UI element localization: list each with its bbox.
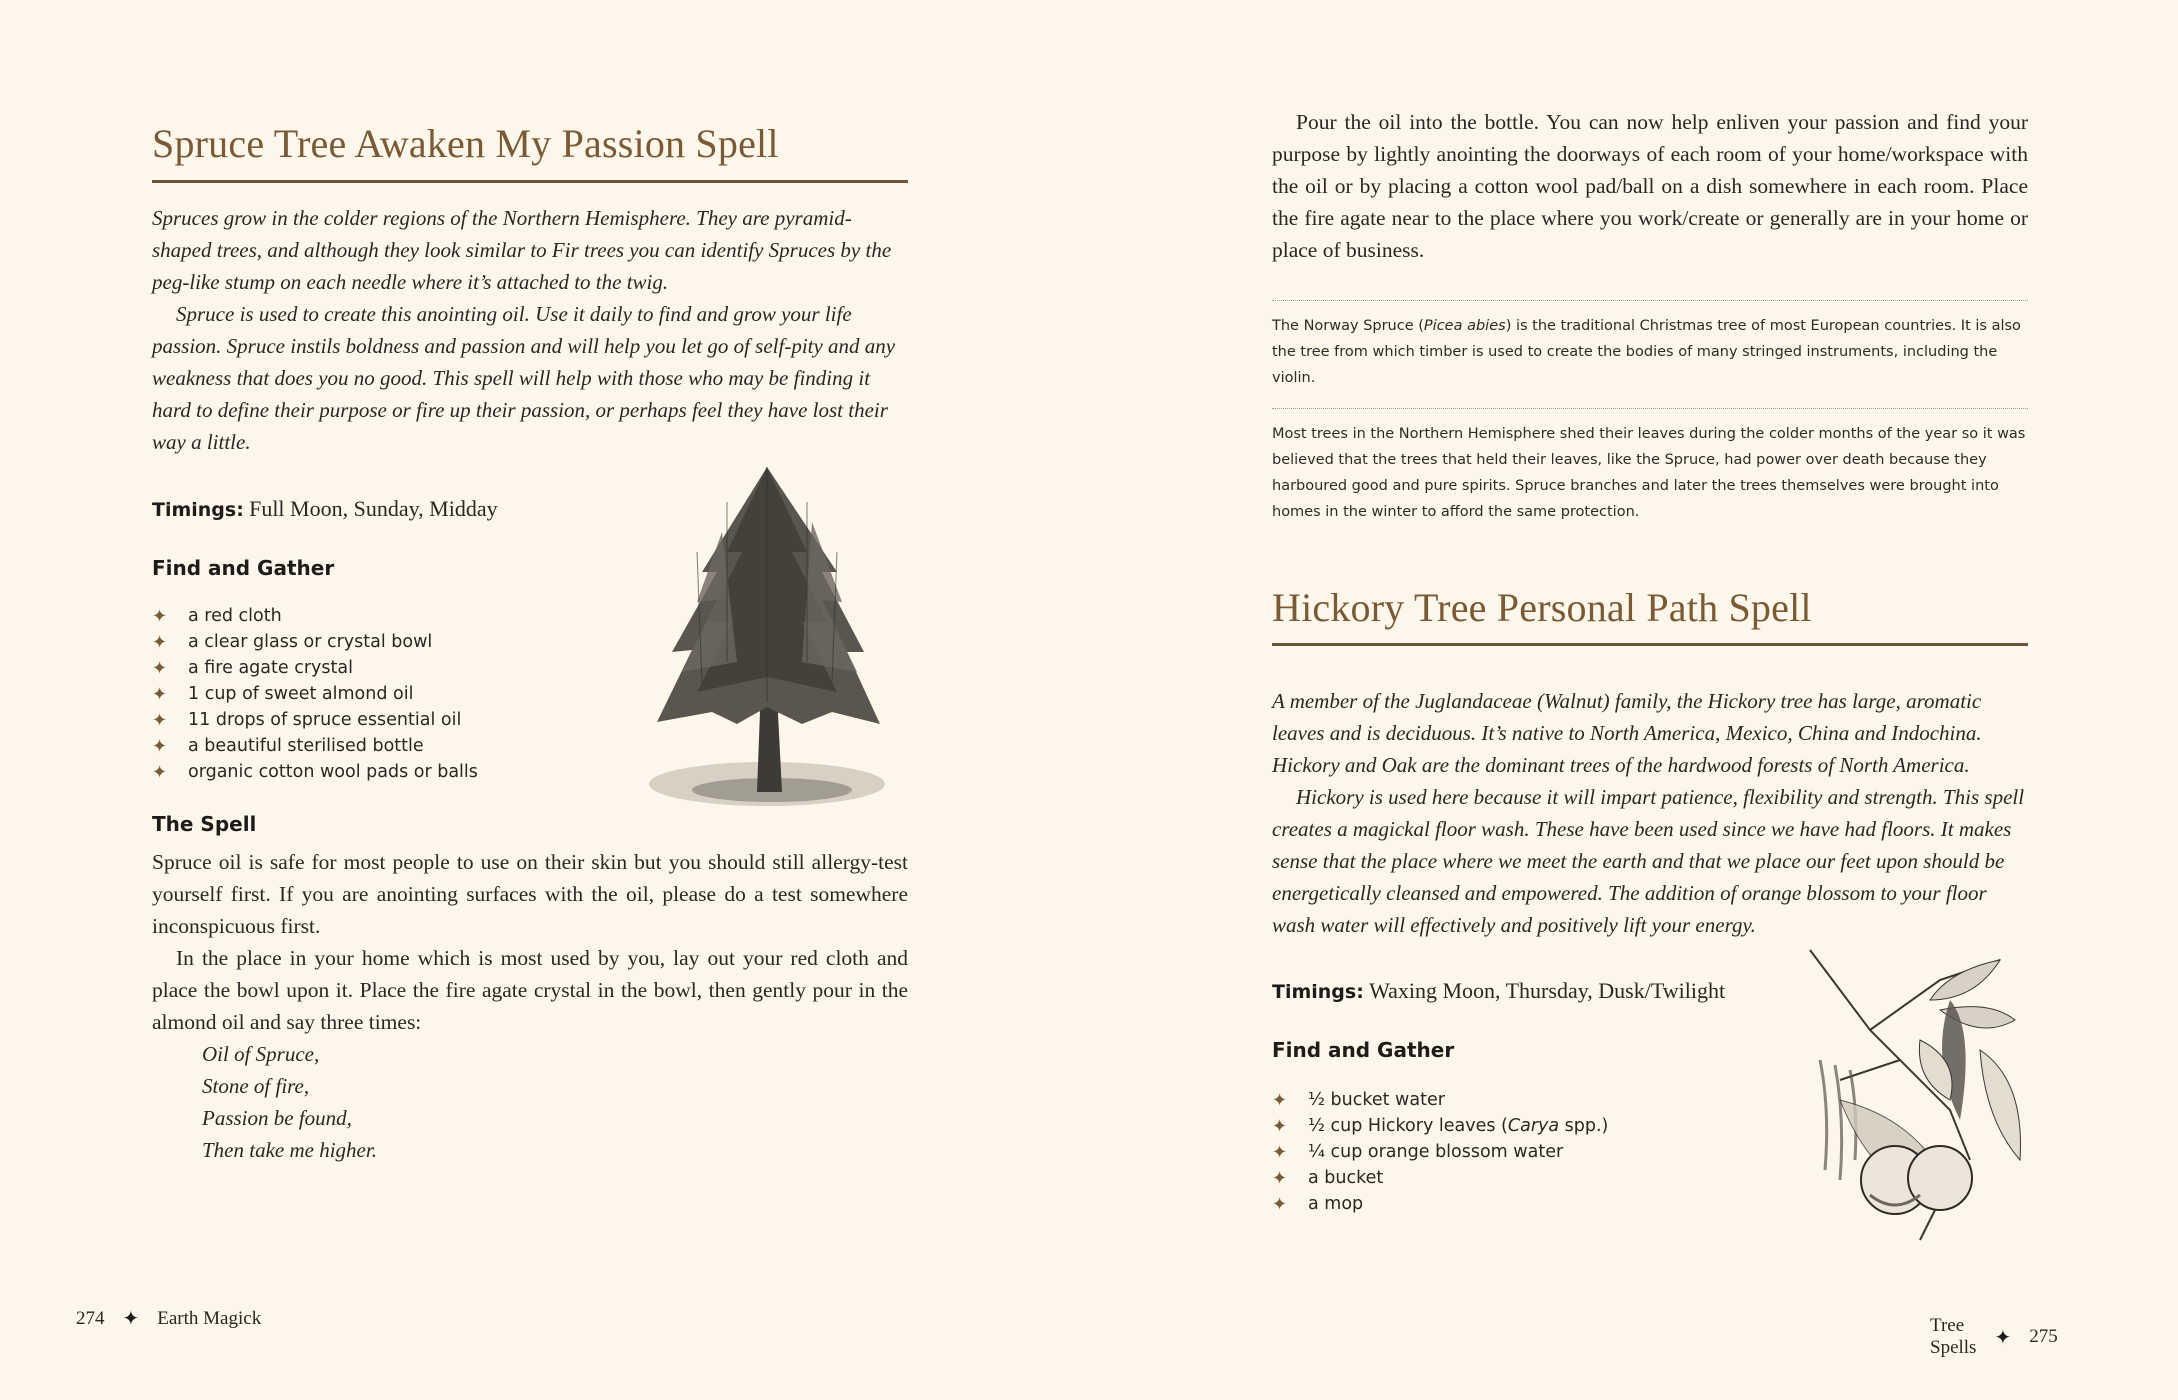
dotted-divider bbox=[1272, 408, 2028, 409]
intro-paragraph: Spruces grow in the colder regions of the Northern Hemisphere. They are pyramid-shaped trees, and although they look similar to Fir trees you can identify Spruces by the peg-like stump on each needle where it’s attached to the twig. bbox=[152, 206, 892, 294]
intro-paragraph: Spruce is used to create this anointing oil. Use it daily to find and grow your life passion. Spruce instils boldness and passion and will help you let go of self-pity and any weakness that does you no good. This spell will help with those who may be finding it hard to define their purpose or fire up their passion, or perhaps feel they have lost their way a little. bbox=[152, 302, 896, 454]
list-item: ✦ a fire agate crystal bbox=[152, 657, 353, 679]
list-item: ✦ a beautiful sterilised bottle bbox=[152, 735, 424, 757]
title-rule bbox=[152, 180, 908, 183]
list-item: ✦ a bucket bbox=[1272, 1167, 1384, 1189]
intro-paragraph: A member of the Juglandaceae (Walnut) family, the Hickory tree has large, aromatic leaves and is deciduous. It’s native to North America, Mexico, China and Indochina. Hickory and Oak are the dominant trees of the hardwood forests of North America. bbox=[1272, 689, 1982, 777]
star-bullet-icon: ✦ bbox=[1272, 1167, 1288, 1189]
fact-note: The Norway Spruce (Picea abies) is the traditional Christmas tree of most European countries. It is also the tree from which timber is used to create the bodies of many stringed instruments, including the violin. bbox=[1272, 318, 2021, 386]
spell-paragraph: Spruce oil is safe for most people to use on their skin but you should still allergy-test yourself first. If you are anointing surfaces with the oil, please do a test somewhere inconspicuous first. bbox=[152, 850, 908, 938]
page-number: 275 bbox=[2029, 1326, 2058, 1347]
chant-line: Passion be found, bbox=[202, 1106, 352, 1130]
star-bullet-icon: ✦ bbox=[152, 761, 168, 783]
star-bullet-icon: ✦ bbox=[152, 735, 168, 757]
timings-value: Waxing Moon, Thursday, Dusk/Twilight bbox=[1369, 978, 1726, 1003]
title-rule bbox=[1272, 643, 2028, 646]
four-point-star-icon: ✦ bbox=[122, 1308, 140, 1330]
spruce-timings bbox=[152, 494, 498, 525]
spell-paragraph: In the place in your home which is most used by you, lay out your red cloth and place the bowl upon it. Place the fire agate crystal in the bowl, then gently pour in the almond oil and say three times: bbox=[152, 946, 908, 1034]
the-spell-heading: The Spell bbox=[152, 812, 257, 836]
star-bullet-icon: ✦ bbox=[152, 657, 168, 679]
star-bullet-icon: ✦ bbox=[152, 631, 168, 653]
list-item: ✦ 1 cup of sweet almond oil bbox=[152, 683, 414, 705]
spruce-tree-illustration bbox=[642, 462, 892, 814]
hickory-spell-title: Hickory Tree Personal Path Spell bbox=[1272, 585, 1812, 630]
chant-line: Stone of fire, bbox=[202, 1074, 310, 1098]
list-item: ✦ organic cotton wool pads or balls bbox=[152, 761, 478, 783]
star-bullet-icon: ✦ bbox=[152, 605, 168, 627]
spruce-intro bbox=[152, 202, 908, 458]
hickory-ingredients-list bbox=[1272, 1087, 1608, 1217]
timings-value: Full Moon, Sunday, Midday bbox=[249, 496, 498, 521]
spruce-spell-title: Spruce Tree Awaken My Passion Spell bbox=[152, 121, 779, 166]
list-item: ✦ ½ cup Hickory leaves (Carya spp.) bbox=[1272, 1115, 1609, 1137]
list-item: ✦ a clear glass or crystal bowl bbox=[152, 631, 433, 653]
list-item: ✦ a mop bbox=[1272, 1193, 1364, 1215]
left-footer bbox=[76, 1306, 261, 1331]
chant-line: Then take me higher. bbox=[202, 1138, 377, 1162]
find-gather-heading: Find and Gather bbox=[1272, 1038, 1455, 1062]
intro-paragraph: Hickory is used here because it will impart patience, flexibility and strength. This spell creates a magickal floor wash. These have been used since we have had floors. It makes sense that the place where we meet the earth and that we place our feet upon should be energetically cleansed and empowered. The addition of orange blossom to your floor wash water will effectively and positively lift your energy. bbox=[1272, 785, 2025, 937]
spruce-ingredients-list bbox=[152, 603, 478, 785]
right-footer bbox=[1930, 1315, 2058, 1359]
star-bullet-icon: ✦ bbox=[1272, 1141, 1288, 1163]
hickory-intro bbox=[1272, 685, 2028, 941]
spell-instructions bbox=[152, 846, 908, 1166]
timings-label: Timings: bbox=[1272, 981, 1364, 1003]
star-bullet-icon: ✦ bbox=[152, 709, 168, 731]
four-point-star-icon: ✦ bbox=[1994, 1326, 2012, 1349]
fact-note: Most trees in the Northern Hemisphere shed their leaves during the colder months of the year so it was believed that the trees that held their leaves, like the Spruce, had power over death because they harboured good and pure spirits. Spruce branches and later the trees themselves were brought into homes in the winter to afford the same protection. bbox=[1272, 426, 2026, 520]
list-item: ✦ ¼ cup orange blossom water bbox=[1272, 1141, 1564, 1163]
running-section-title: Earth Magick bbox=[157, 1307, 262, 1329]
timings-label: Timings: bbox=[152, 499, 244, 521]
hickory-timings bbox=[1272, 976, 1725, 1007]
dotted-divider bbox=[1272, 300, 2028, 301]
hickory-branch-illustration bbox=[1800, 940, 2030, 1250]
star-bullet-icon: ✦ bbox=[1272, 1193, 1288, 1215]
list-item: ✦ ½ bucket water bbox=[1272, 1089, 1445, 1111]
continuation-paragraph: Pour the oil into the bottle. You can now help enliven your passion and find your purpose by lightly anointing the doorways of each room of your home/workspace with the oil or by placing a cotton wool pad/ball on a dish somewhere in each room. Place the fire agate near to the place where you work/create or generally are in your home or place of business. bbox=[1272, 110, 2028, 262]
page-number: 274 bbox=[76, 1307, 105, 1329]
find-gather-heading: Find and Gather bbox=[152, 556, 335, 580]
star-bullet-icon: ✦ bbox=[1272, 1115, 1288, 1137]
star-bullet-icon: ✦ bbox=[152, 683, 168, 705]
list-item: ✦ 11 drops of spruce essential oil bbox=[152, 709, 462, 731]
running-section-title: Tree Spells bbox=[1930, 1315, 1977, 1358]
chant-line: Oil of Spruce, bbox=[202, 1042, 320, 1066]
list-item: ✦ a red cloth bbox=[152, 605, 282, 627]
chant bbox=[152, 1038, 908, 1166]
star-bullet-icon: ✦ bbox=[1272, 1089, 1288, 1111]
